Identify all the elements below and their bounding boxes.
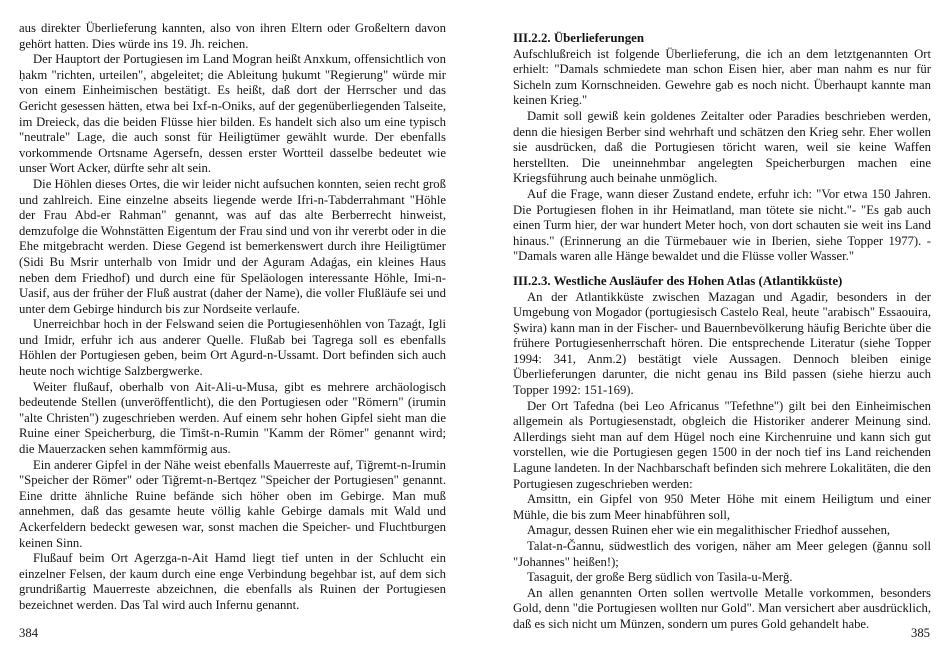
list-item: Talat-n-Ǧannu, südwestlich des vorigen, näher am Meer gelegen (ǧannu soll "Johannes" heißen!); — [513, 539, 931, 569]
list-item: Tasaguit, der große Berg südlich von Tasila-u-Merǧ. — [527, 570, 793, 585]
page-number: 384 — [19, 626, 39, 640]
right-page — [469, 0, 938, 655]
left-text-column — [19, 21, 446, 614]
page-number: 385 — [910, 626, 930, 640]
paragraph: aus direkter Überlieferung kannten, also von ihren Eltern oder Großeltern davon gehört hatten. Dies würde ins 19. Jh. reichen. — [19, 21, 446, 51]
paragraph: Damit soll gewiß kein goldenes Zeitalter oder Paradies beschrieben werden, denn die hiesigen Berber sind wehrhaft und schätzen den Krieg sehr. Eher wollen sie ausdrücken, daß die Portugiesen töricht waren, weil sie keine Waffen herstellten. Die uneinnehmbar angelegten Speicherburgen machen eine Kriegsführung auch beinahe unmöglich. — [513, 108, 931, 186]
right-text-column — [513, 21, 931, 633]
paragraph: Der Ort Tafedna (bei Leo Africanus "Tefethne") gilt bei den Einheimischen allgemein als Portugiesenstadt, obgleich die Historiker anderer Meinung sind. Allerdings sieht man auf dem Hügel noch eine Kirchenruine und kann sich gut vorstellen, wie die Portugiesen gegen 1500 in der noch tief ins Land reichenden Lagune landeten. In der Nachbarschaft befinden sich mehrere Lokalitäten, die den Portugiesen zugeschrieben werden: — [513, 398, 931, 491]
section-heading: III.2.2. Überlieferungen — [513, 31, 645, 45]
paragraph: Unerreichbar hoch in der Felswand seien die Portugiesenhöhlen von Tazaǵt, Igli und Imidr, erfuhr ich aus anderer Quelle. Flußab bei Tagrega soll es ebenfalls Höhlen der Portugiesen geben, beim Ort Agurd-n-Ussamt. Dort befinden sich auch heute noch wichtige Salzbergwerke. — [19, 317, 446, 379]
section-gap — [513, 265, 931, 274]
paragraph: An allen genannten Orten sollen wertvolle Metalle vorkommen, besonders Gold, denn "die Portugiesen wollten nur Gold". Man versichert aber ausdrücklich, daß es sich nicht um Münzen, sondern um pures Gold gehandelt habe. — [513, 585, 931, 631]
paragraph: Der Hauptort der Portugiesen im Land Mogran heißt Anxkum, offensichtlich von ḥakm "richten, urteilen", abgeleitet; die Ableitung ḥukumt "Regierung" würde mir von einem Einheimischen bestätigt. Es heißt, daß dort der Herrscher und das Gericht gesessen hätten, etwa bei Ixf-n-Oniks, auf der gegenüberliegenden Talseite, im Dreieck, das die beiden Flüsse hier bilden. Es handelt sich also um eine typisch "neutrale" Lage, die auch sonst für Heiligtümer gewählt wurde. Der ebenfalls vorkommende Ortsname Agersefn, dessen erster Wortteil dasselbe bedeutet wie unser Wort Acker, dürfte sehr alt sein. — [19, 52, 446, 176]
paragraph: Die Höhlen dieses Ortes, die wir leider nicht aufsuchen konnten, seien recht groß und zahlreich. Eine einzelne abseits liegende werde Ifri-n-Tabderrahmant "Höhle der Frau Abd-er Rahman" genannt, was auf das alte Berberrecht hinweist, demzufolge die Wohnstätten Eigentum der Frau sind und von ihr vererbt oder in die Ehe mitgebracht werden. Diese Gegend ist bemerkenswert durch ihre Heiligtümer (Sidi Bu Msrir unterhalb von Imidr und der Aguram Adaǵas, ein kleines Haus neben dem Friedhof) und durch eine für Speläologen interessante Höhle, Imi-n-Uasif, aus der früher der Fluß austrat (daher der Name), die voller Flußläufe sei und unter dem Gebirge hindurch bis zur Nordseite verlaufe. — [19, 176, 446, 316]
list-item: Amsittn, ein Gipfel von 950 Meter Höhe mit einem Heiligtum und einer Mühle, die bis zum Meer hinabführen soll, — [513, 492, 931, 522]
list-item: Amagur, dessen Ruinen eher wie ein megalithischer Friedhof aussehen, — [527, 523, 891, 538]
paragraph: Auf die Frage, wann dieser Zustand endete, erfuhr ich: "Vor etwa 150 Jahren. Die Portugiesen flohen in ihr Heimatland, man tötete sie nicht."- "Es gab auch einen Turm hier, der war hundert Meter hoch, von dort schauten sie weit ins Land hinaus." (Erinnerung an die Türmebauer wie in Iberien, siehe Topper 1977). - "Damals waren alle Hänge bewaldet und die Flüsse voller Wasser." — [513, 186, 931, 264]
paragraph: Ein anderer Gipfel in der Nähe weist ebenfalls Mauerreste auf, Tiǧremt-n-Irumin "Speicher der Römer" oder Tiǧremt-n-Bertqez "Speicher der Portugiesen" genannt. Eine dritte ähnliche Ruine befände sich höher oben im Gebirge. Man muß annehmen, daß das gesamte heute völlig kahle Gebirge damals mit Wald und Ackerfeldern bedeckt gewesen war, sonst machen die Speicher- und Fluchtburgen keinen Sinn. — [19, 457, 446, 550]
section-heading: III.2.3. Westliche Ausläufer des Hohen Atlas (Atlantikküste) — [513, 273, 843, 288]
paragraph: Aufschlußreich ist folgende Überlieferung, die ich an dem letztgenannten Ort erhielt: "Damals schmiedete man schon Eisen hier, aber man nahm es nur für Sicheln zum Kornschneiden. Gewehre gab es noch nicht. Überhaupt kannte man keinen Krieg." — [513, 46, 931, 108]
paragraph: An der Atlantikküste zwischen Mazagan und Agadir, besonders in der Umgebung von Mogador (portugiesisch Castelo Real, heute "arabisch" Essaouira, Ṣwira) kann man in der Fischer- und Bauernbevölkerung häufig Berichte über die frühere Portugiesenherrschaft hören. Die entsprechende Literatur (siehe Topper 1994: 341, Anm.2) bestätigt viele Aussagen. Dennoch bleiben einige Überlieferungen darunter, die nicht genau ins Bild passen (siehe hierzu auch Topper 1992: 151-169). — [513, 289, 931, 398]
paragraph: Weiter flußauf, oberhalb von Ait-Ali-u-Musa, gibt es mehrere archäologisch bedeutende Stellen (unveröffentlicht), die den Portugiesen oder "Römern" (irumin "alte Christen") zugeschrieben werden. Auf einem sehr hohen Gipfel sieht man die Ruine einer Speicherburg, die Timšt-n-Rumin "Kamm der Römer" genannt wird; die Mauerzacken sehen kammförmig aus. — [19, 379, 446, 457]
paragraph: Flußauf beim Ort Agerzga-n-Ait Hamd liegt tief unten in der Schlucht ein einzelner Felsen, der kaum durch eine enge Verbindung begehbar ist, auf dem sich grundrißartig Mauerreste abzeichnen, die ebenfalls als Ruinen der Portugiesen bezeichnet werden. Das Tal wird auch Infernu genannt. — [19, 551, 446, 612]
